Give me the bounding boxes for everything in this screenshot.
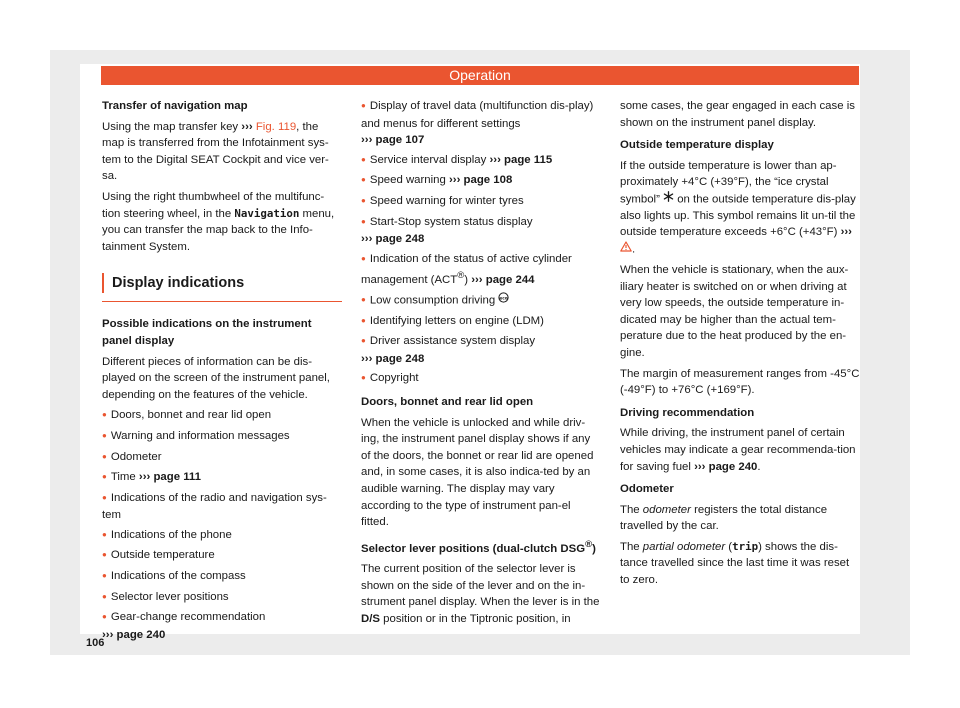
column-1: [102, 98, 342, 646]
transfer-heading: Transfer of navigation map: [102, 100, 248, 112]
page-number: 106: [86, 637, 105, 649]
ice-crystal-icon: [663, 191, 674, 208]
list-item: ● Indications of the phone: [102, 527, 342, 545]
list-item: ● Indications of the radio and navigation sys-tem: [102, 490, 342, 524]
odometer-heading: Odometer: [620, 483, 674, 496]
fig-link[interactable]: Fig. 119: [255, 120, 297, 133]
possible-heading: Possible indications on the instrument panel display: [102, 318, 312, 347]
list-item: ● Low consumption driving eco: [361, 292, 601, 310]
page-ref-link[interactable]: ››› page 115: [489, 153, 553, 166]
arrow-ref: ›››: [840, 226, 852, 239]
outside-paragraph: If the outside temperature is lower than ap-proximately +4°C (+39°F), the “ice crystal symbol” on the outside temperature dis-play also lights up. This symbol remains lit un-til the outside temperature exceeds +6°C (+43°F) ››› .: [620, 158, 860, 258]
column-2: [361, 98, 601, 632]
aux-paragraph: When the vehicle is stationary, when the aux-iliary heater is switched on or when driving at very low speeds, the outside temperature in-dicated may be higher than the actual tem-perature due to the heat produced by the en-gine.: [620, 263, 849, 359]
page-ref-link[interactable]: ››› page 240: [102, 628, 166, 641]
page-ref-link[interactable]: ››› page 107: [361, 134, 425, 147]
list-item: ● Speed warning ››› page 108: [361, 172, 601, 190]
chapter-header: Operation: [101, 66, 859, 85]
svg-text:eco: eco: [499, 295, 508, 301]
page-ref-link[interactable]: ››› page 240: [694, 460, 758, 473]
transfer-paragraph-1: Using the map transfer key ››› Fig. 119, the map is transferred from the Infotainment sys-tem to the Digital SEAT Cockpit and vice ver-sa.: [102, 120, 329, 183]
page-ref-link[interactable]: ››› page 248: [361, 233, 425, 246]
continued-paragraph: some cases, the gear engaged in each case is shown on the instrument panel display.: [620, 100, 855, 129]
odometer-paragraph-2: The partial odometer (trip) shows the dis-tance travelled since the last time it was reset to zero.: [620, 539, 850, 587]
transfer-paragraph-2: Using the right thumbwheel of the multifunc-tion steering wheel, in the Navigation menu, you can transfer the map back to the Info-tainment System.: [102, 190, 335, 253]
arrow-ref: ›››: [241, 120, 253, 133]
outside-heading: Outside temperature display: [620, 139, 774, 152]
eco-icon: [498, 292, 509, 309]
selector-heading: Selector lever positions (dual-clutch DSG®): [361, 538, 596, 555]
navigation-menu-label: Navigation: [234, 206, 300, 220]
page-ref-link[interactable]: ››› page 248: [361, 352, 425, 365]
list-item: ● Driver assistance system display ››› page 248: [361, 333, 601, 367]
ds-position: D/S: [361, 612, 380, 625]
list-item: ● Start-Stop system status display ››› page 248: [361, 214, 601, 248]
driving-heading: Driving recommendation: [620, 406, 755, 419]
page-ref-link[interactable]: ››› page 111: [138, 471, 201, 484]
doors-heading: Doors, bonnet and rear lid open: [361, 396, 534, 409]
page-ref-link[interactable]: ››› page 108: [449, 174, 513, 187]
list-item: ● Warning and information messages: [102, 428, 342, 446]
trip-label: trip: [732, 539, 759, 553]
list-item: ● Doors, bonnet and rear lid open: [102, 407, 342, 425]
section-divider: [102, 301, 342, 302]
list-item: ● Gear-change recommendation ››› page 240: [102, 609, 342, 643]
possible-paragraph: Different pieces of information can be dis-played on the screen of the instrument panel, depending on the features of the vehicle.: [102, 355, 330, 401]
selector-paragraph: The current position of the selector lever is shown on the side of the lever and on the in-strument panel display. When the lever is in the D/S position or in the Tiptronic position, in: [361, 563, 600, 625]
list-item: ● Selector lever positions: [102, 589, 342, 607]
margin-paragraph: The margin of measurement ranges from -45°C (-49°F) to +76°C (+169°F).: [620, 367, 860, 397]
list-item: ● Odometer: [102, 449, 342, 467]
list-item: ● Indications of the compass: [102, 568, 342, 586]
list-item: ● Time ››› page 111: [102, 469, 342, 487]
list-item: ● Copyright: [361, 370, 601, 388]
warning-triangle-icon[interactable]: [620, 241, 632, 258]
driving-paragraph: While driving, the instrument panel of certain vehicles may indicate a gear recommenda-tion for saving fuel ››› page 240.: [620, 427, 856, 473]
list-item: ● Outside temperature: [102, 547, 342, 565]
list-item: ● Speed warning for winter tyres: [361, 193, 601, 211]
list-item: ● Identifying letters on engine (LDM): [361, 313, 601, 331]
page-ref-link[interactable]: ››› page 244: [471, 274, 535, 287]
list-item: ● Display of travel data (multifunction dis-play) and menus for different settings ››› page 107: [361, 98, 601, 149]
list-item: ● Service interval display ››› page 115: [361, 152, 601, 170]
section-title: Display indications: [102, 273, 342, 293]
doors-paragraph: When the vehicle is unlocked and while driv-ing, the instrument panel display shows if any of the doors, the bonnet or rear lid are opened and, in some cases, it is also indica-ted by an audible warning. The display may vary according to the type of instrument pan-el fitted.: [361, 416, 594, 529]
odometer-paragraph-1: The odometer registers the total distance travelled by the car.: [620, 503, 828, 533]
column-3: [620, 98, 860, 593]
list-item: ● Indication of the status of active cylinder management (ACT®) ››› page 244: [361, 251, 601, 289]
